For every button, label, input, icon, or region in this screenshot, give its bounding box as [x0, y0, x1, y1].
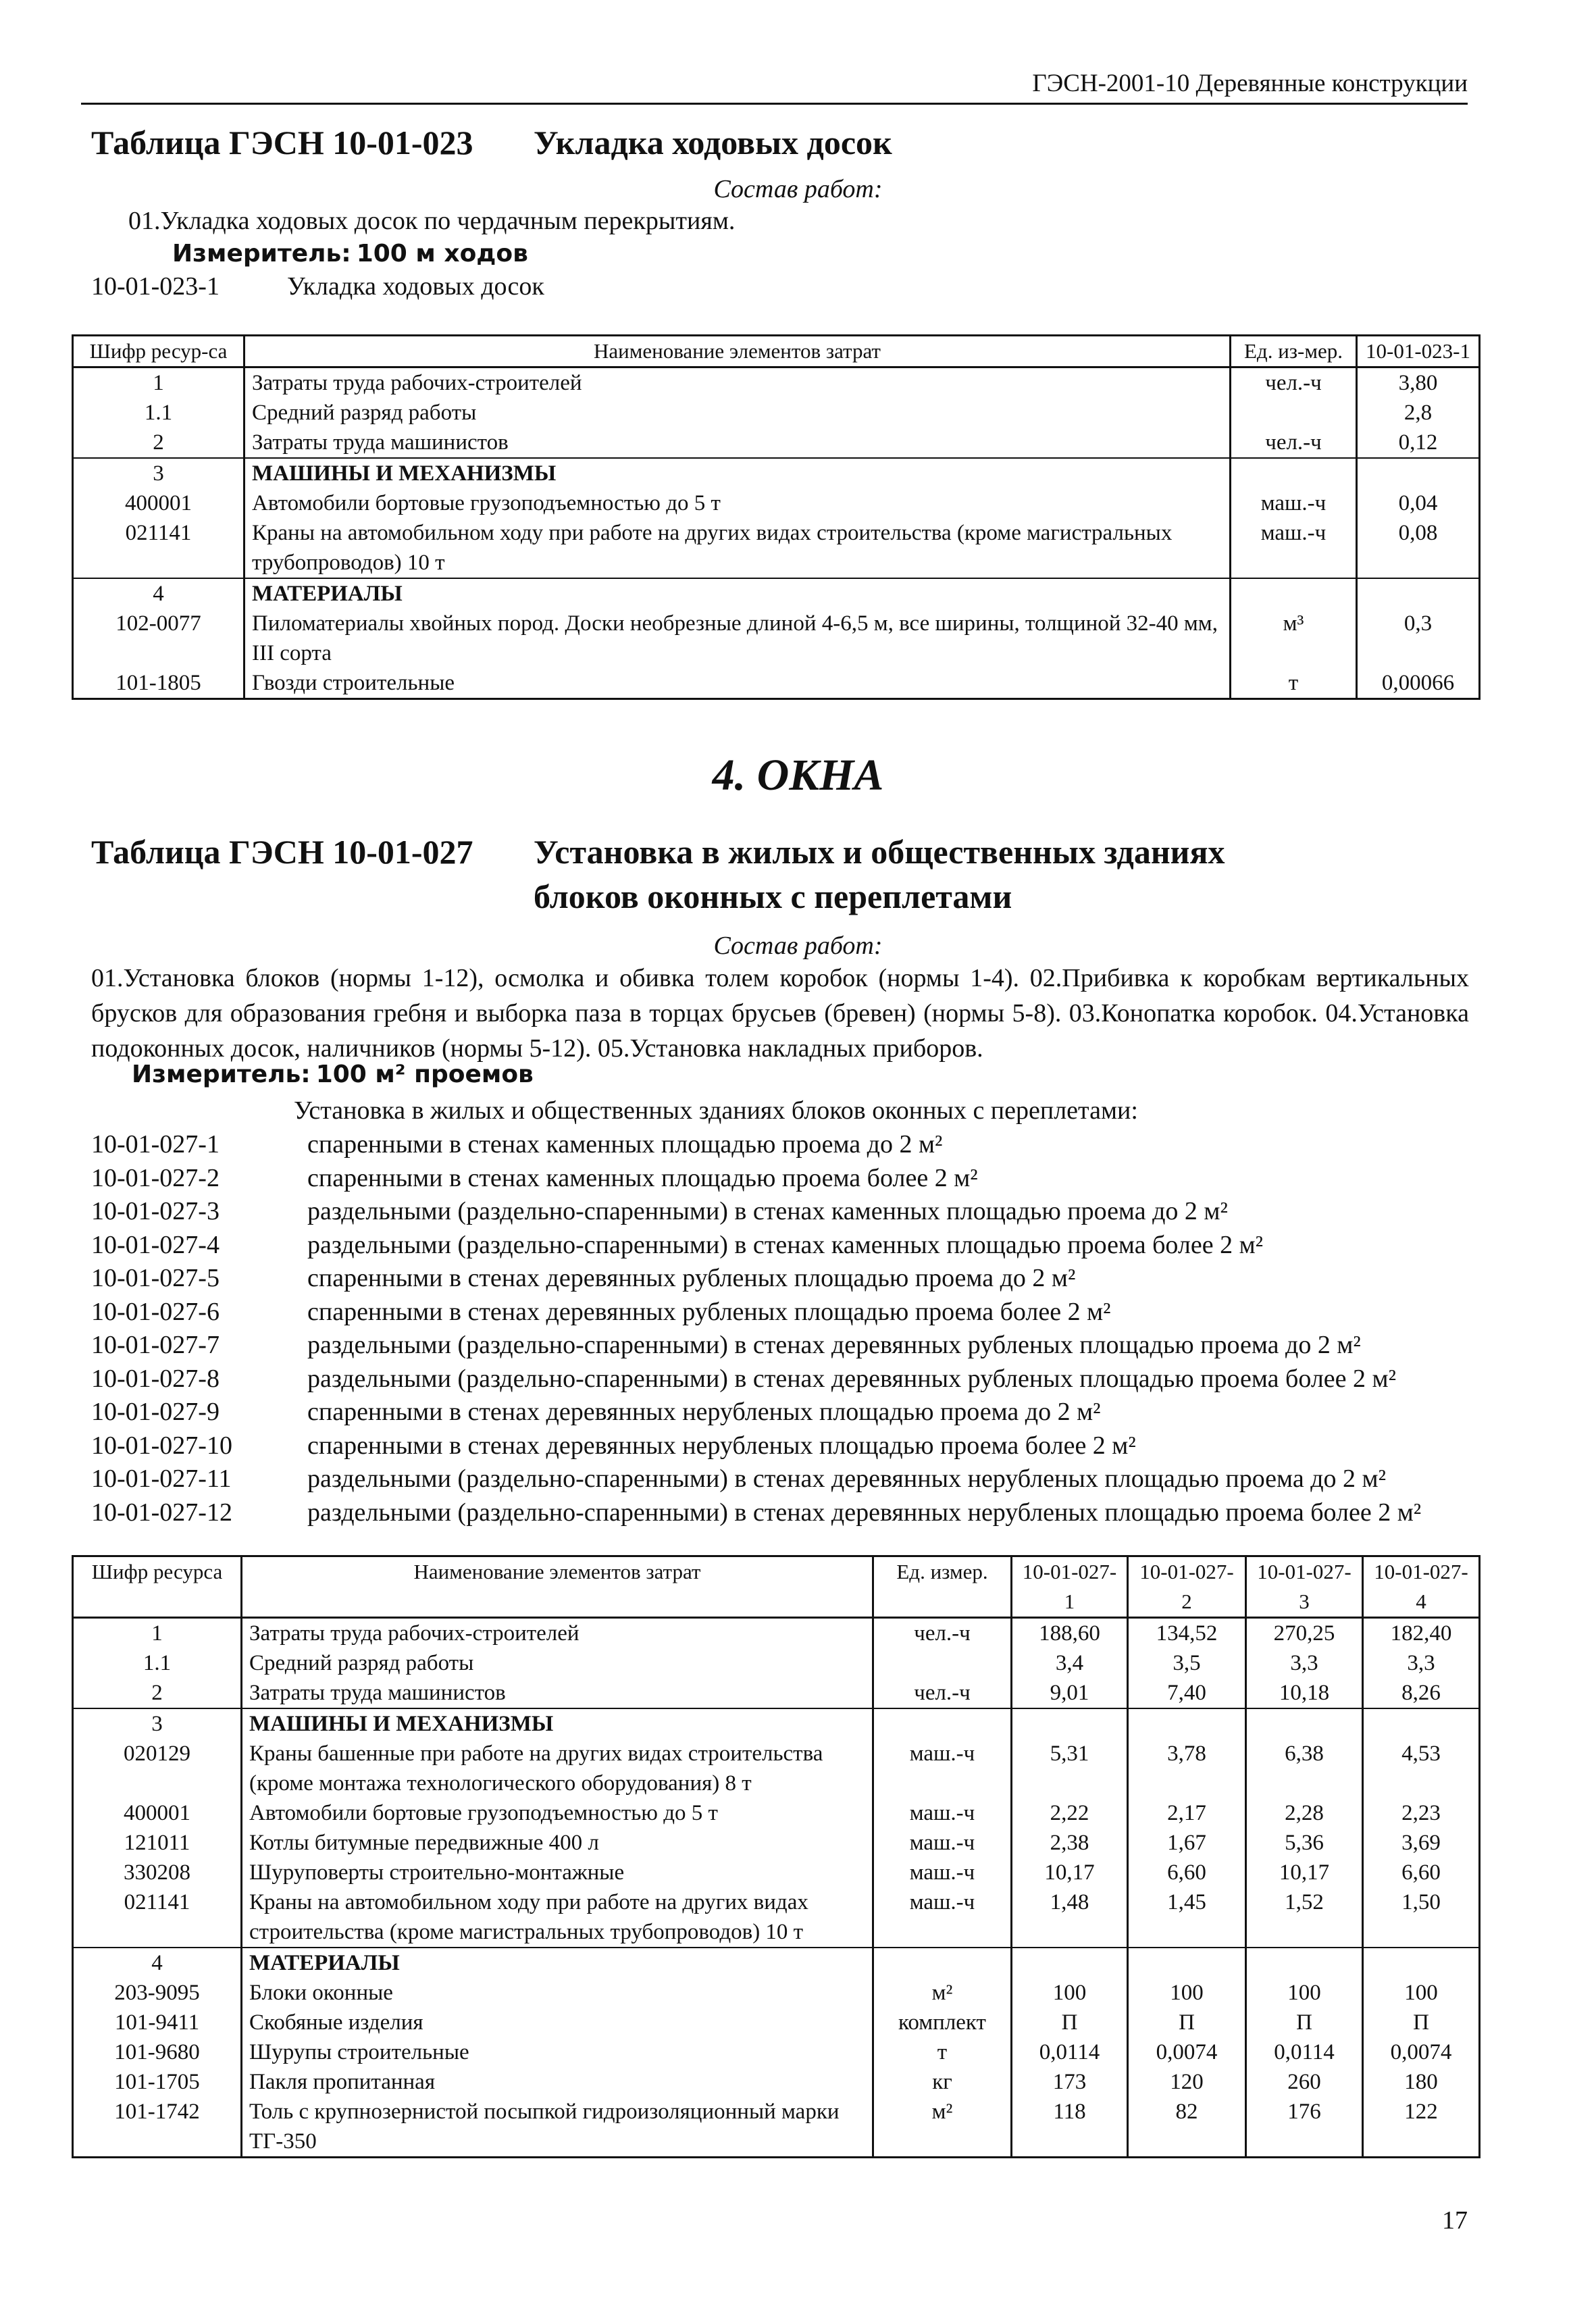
value-cell-norm-1: 2,38: [1012, 1828, 1128, 1858]
resource-code: 3: [73, 1708, 242, 1739]
table2-composition-text: 01.Установка блоков (нормы 1-12), осмолка и обивка толем коробок (нормы 1-4). 02.Прибивка к коробкам вертикальных брусков для образования гребня и выборка паза в торцах брусьев (бревен) (нормы 5-8). 03.Конопатка коробок. 04.Установка подоконных досок, наличников (нормы 5-12). 05.Установка накладных приборов.: [91, 964, 1469, 1063]
value-cell-norm-2: [1128, 1708, 1246, 1739]
table1-composition-text: 01.Укладка ходовых досок по чердачным перекрытиям.: [128, 207, 736, 235]
cost-element-name: Средний разряд работы: [244, 398, 1231, 428]
table-row: [73, 1618, 1480, 1649]
norm-code: 10-01-027-2: [91, 1163, 220, 1192]
resource-code: 021141: [73, 518, 244, 578]
value-cell-norm-4: 0,0074: [1363, 2037, 1480, 2067]
table2-title-line2: блоков оконных с переплетами: [534, 878, 1012, 915]
table-row: [73, 2037, 1480, 2067]
t2-col-name: Наименование элементов затрат: [242, 1556, 873, 1618]
cost-element-name: Затраты труда машинистов: [244, 428, 1231, 458]
value-cell-norm-1: 1,48: [1012, 1887, 1128, 1948]
table1-grid: [72, 334, 1481, 700]
cost-element-name: Краны на автомобильном ходу при работе на других видах строительства (кроме магистральных трубопроводов) 10 т: [244, 518, 1231, 578]
resource-code: 2: [73, 428, 244, 458]
value-cell-norm-3: 176: [1246, 2097, 1363, 2158]
table2-meter-value: 100 м² проемов: [315, 1061, 534, 1088]
value-cell-norm-4: 100: [1363, 1978, 1480, 2008]
value-cell-norm-3: 1,52: [1246, 1887, 1363, 1948]
value-cell-norm-2: 1,67: [1128, 1828, 1246, 1858]
cost-element-name: Скобяные изделия: [242, 2008, 873, 2037]
running-header: ГЭСН-2001-10 Деревянные конструкции: [1032, 70, 1468, 97]
resource-code: 101-9411: [73, 2008, 242, 2037]
value-cell-norm-1: 10,17: [1012, 1858, 1128, 1887]
unit-cell: кг: [873, 2067, 1012, 2097]
norm-code: 10-01-027-3: [91, 1197, 220, 1225]
norm-code: 10-01-027-11: [91, 1465, 232, 1493]
resource-code: 2: [73, 1678, 242, 1708]
cost-element-name: Затраты труда рабочих-строителей: [244, 367, 1231, 399]
resource-code: 021141: [73, 1887, 242, 1948]
norm-code: 10-01-027-6: [91, 1297, 220, 1326]
cost-element-name: Блоки оконные: [242, 1978, 873, 2008]
value-cell-norm-2: 100: [1128, 1978, 1246, 2008]
table-row: [73, 488, 1480, 518]
table1-meter-label: Измеритель:: [172, 240, 351, 268]
table2-meter-label: Измеритель:: [132, 1061, 311, 1088]
table-row: [73, 1678, 1480, 1708]
cost-element-name: МАТЕРИАЛЫ: [244, 578, 1231, 609]
norm-description: раздельными (раздельно-спаренными) в стенах каменных площадью проема до 2 м²: [307, 1197, 1228, 1225]
value-cell-norm-2: 7,40: [1128, 1678, 1246, 1708]
resource-code: 101-1805: [73, 668, 244, 699]
value-cell-norm-4: 122: [1363, 2097, 1480, 2158]
value-cell-norm-2: 3,78: [1128, 1739, 1246, 1798]
value-cell-norm-1: 2,22: [1012, 1798, 1128, 1828]
value-cell-norm-2: 6,60: [1128, 1858, 1246, 1887]
cost-element-name: МАШИНЫ И МЕХАНИЗМЫ: [242, 1708, 873, 1739]
value-cell: 0,00066: [1357, 668, 1480, 699]
unit-cell: м²: [873, 1978, 1012, 2008]
table-row: [73, 2097, 1480, 2158]
unit-cell: [1231, 578, 1357, 609]
resource-code: 1: [73, 1618, 242, 1649]
unit-cell: м²: [873, 2097, 1012, 2158]
norm-code: 10-01-027-7: [91, 1331, 220, 1359]
unit-cell: м³: [1231, 609, 1357, 668]
table1-title: Укладка ходовых досок: [534, 124, 892, 161]
resource-code: 4: [73, 1948, 242, 1978]
value-cell-norm-3: 10,17: [1246, 1858, 1363, 1887]
cost-element-name: Затраты труда рабочих-строителей: [242, 1618, 873, 1649]
value-cell-norm-2: П: [1128, 2008, 1246, 2037]
value-cell-norm-1: 100: [1012, 1978, 1128, 2008]
value-cell-norm-3: 2,28: [1246, 1798, 1363, 1828]
value-cell-norm-3: 270,25: [1246, 1618, 1363, 1649]
value-cell-norm-1: 0,0114: [1012, 2037, 1128, 2067]
resource-code: 1.1: [73, 398, 244, 428]
table-row: [73, 1739, 1480, 1798]
value-cell-norm-3: 100: [1246, 1978, 1363, 2008]
norm-description: раздельными (раздельно-спаренными) в стенах деревянных нерубленых площадью проема до 2 м²: [307, 1465, 1386, 1493]
table2-composition-label: Состав работ:: [713, 932, 883, 960]
unit-cell: маш.-ч: [873, 1858, 1012, 1887]
value-cell: 0,12: [1357, 428, 1480, 458]
table-row: [73, 518, 1480, 578]
table1-meter: [172, 240, 528, 268]
table-row: [73, 578, 1480, 609]
unit-cell: [873, 1948, 1012, 1978]
table-row: [73, 2067, 1480, 2097]
cost-element-name: Гвозди строительные: [244, 668, 1231, 699]
table1-composition-label: Состав работ:: [713, 175, 883, 203]
resource-code: 101-1742: [73, 2097, 242, 2158]
norm-description: спаренными в стенах каменных площадью проема до 2 м²: [307, 1130, 943, 1159]
value-cell-norm-4: 4,53: [1363, 1739, 1480, 1798]
value-cell-norm-3: 0,0114: [1246, 2037, 1363, 2067]
t2-col-norm-3: 10-01-027-3: [1246, 1556, 1363, 1618]
unit-cell: маш.-ч: [873, 1798, 1012, 1828]
value-cell-norm-2: 2,17: [1128, 1798, 1246, 1828]
value-cell-norm-1: 173: [1012, 2067, 1128, 2097]
cost-element-name: Пакля пропитанная: [242, 2067, 873, 2097]
unit-cell: [873, 1708, 1012, 1739]
value-cell: 0,08: [1357, 518, 1480, 578]
norm-description: спаренными в стенах каменных площадью проема более 2 м²: [307, 1163, 978, 1192]
value-cell-norm-2: [1128, 1948, 1246, 1978]
table1-norm-code: 10-01-023-1: [91, 272, 220, 301]
norm-description: раздельными (раздельно-спаренными) в стенах деревянных рубленых площадью проема до 2 м²: [307, 1331, 1361, 1359]
table-row: [73, 1648, 1480, 1678]
value-cell: 2,8: [1357, 398, 1480, 428]
norm-code: 10-01-027-12: [91, 1498, 232, 1527]
value-cell-norm-3: 6,38: [1246, 1739, 1363, 1798]
table1-norm-name: Укладка ходовых досок: [287, 272, 544, 301]
resource-code: 1: [73, 367, 244, 399]
unit-cell: [1231, 458, 1357, 488]
table-row: [73, 1708, 1480, 1739]
cost-element-name: Автомобили бортовые грузоподъемностью до 5 т: [244, 488, 1231, 518]
cost-element-name: Затраты труда машинистов: [242, 1678, 873, 1708]
value-cell-norm-4: 1,50: [1363, 1887, 1480, 1948]
unit-cell: маш.-ч: [873, 1739, 1012, 1798]
value-cell-norm-3: 260: [1246, 2067, 1363, 2097]
unit-cell: маш.-ч: [1231, 488, 1357, 518]
table-row: [73, 668, 1480, 699]
resource-code: 020129: [73, 1739, 242, 1798]
value-cell-norm-4: 182,40: [1363, 1618, 1480, 1649]
table-row: [73, 367, 1480, 399]
table1-label: Таблица ГЭСН 10-01-023: [91, 124, 473, 161]
table2-norms-intro: Установка в жилых и общественных зданиях блоков оконных с переплетами:: [294, 1096, 1138, 1125]
value-cell-norm-3: 5,36: [1246, 1828, 1363, 1858]
value-cell-norm-2: 0,0074: [1128, 2037, 1246, 2067]
unit-cell: комплект: [873, 2008, 1012, 2037]
value-cell-norm-3: 10,18: [1246, 1678, 1363, 1708]
resource-code: 121011: [73, 1828, 242, 1858]
value-cell-norm-4: [1363, 1708, 1480, 1739]
value-cell-norm-3: [1246, 1948, 1363, 1978]
table-row: [73, 428, 1480, 458]
table2-grid: [72, 1555, 1481, 2158]
norm-code: 10-01-027-8: [91, 1364, 220, 1393]
value-cell-norm-1: 5,31: [1012, 1739, 1128, 1798]
cost-element-name: МАШИНЫ И МЕХАНИЗМЫ: [244, 458, 1231, 488]
value-cell-norm-1: П: [1012, 2008, 1128, 2037]
t2-col-norm-1: 10-01-027-1: [1012, 1556, 1128, 1618]
t1-col-value: 10-01-023-1: [1357, 336, 1480, 367]
table2-title-line1: Установка в жилых и общественных зданиях: [534, 833, 1225, 871]
norm-description: раздельными (раздельно-спаренными) в стенах деревянных рубленых площадью проема более 2 м²: [307, 1364, 1396, 1393]
value-cell-norm-4: 8,26: [1363, 1678, 1480, 1708]
cost-element-name: Краны башенные при работе на других видах строительства (кроме монтажа технологического оборудования) 8 т: [242, 1739, 873, 1798]
table1-meter-value: 100 м ходов: [356, 240, 528, 268]
table-row: [73, 1798, 1480, 1828]
unit-cell: т: [873, 2037, 1012, 2067]
table-row: [73, 398, 1480, 428]
cost-element-name: Автомобили бортовые грузоподъемностью до 5 т: [242, 1798, 873, 1828]
value-cell-norm-2: 134,52: [1128, 1618, 1246, 1649]
unit-cell: чел.-ч: [873, 1678, 1012, 1708]
norm-description: спаренными в стенах деревянных нерубленых площадью проема более 2 м²: [307, 1431, 1136, 1460]
value-cell: 0,04: [1357, 488, 1480, 518]
t1-col-code: Шифр ресур-са: [73, 336, 244, 367]
value-cell-norm-4: 180: [1363, 2067, 1480, 2097]
resource-code: 101-9680: [73, 2037, 242, 2067]
unit-cell: чел.-ч: [873, 1618, 1012, 1649]
unit-cell: маш.-ч: [1231, 518, 1357, 578]
value-cell-norm-3: 3,3: [1246, 1648, 1363, 1678]
value-cell-norm-1: 188,60: [1012, 1618, 1128, 1649]
norm-description: спаренными в стенах деревянных нерубленых площадью проема до 2 м²: [307, 1398, 1101, 1426]
value-cell-norm-4: 3,3: [1363, 1648, 1480, 1678]
resource-code: 203-9095: [73, 1978, 242, 2008]
cost-element-name: Шуруповерты строительно-монтажные: [242, 1858, 873, 1887]
value-cell-norm-4: [1363, 1948, 1480, 1978]
resource-code: 102-0077: [73, 609, 244, 668]
table-row: [73, 1828, 1480, 1858]
value-cell-norm-2: 120: [1128, 2067, 1246, 2097]
unit-cell: [1231, 398, 1357, 428]
unit-cell: [873, 1648, 1012, 1678]
cost-element-name: Краны на автомобильном ходу при работе на других видах строительства (кроме магистральных трубопроводов) 10 т: [242, 1887, 873, 1948]
unit-cell: чел.-ч: [1231, 367, 1357, 399]
value-cell: [1357, 458, 1480, 488]
value-cell-norm-1: [1012, 1948, 1128, 1978]
value-cell-norm-1: 118: [1012, 2097, 1128, 2158]
cost-element-name: Котлы битумные передвижные 400 л: [242, 1828, 873, 1858]
norm-code: 10-01-027-5: [91, 1264, 220, 1292]
t1-col-unit: Ед. из-мер.: [1231, 336, 1357, 367]
t2-col-norm-2: 10-01-027-2: [1128, 1556, 1246, 1618]
value-cell-norm-2: 3,5: [1128, 1648, 1246, 1678]
t1-col-name: Наименование элементов затрат: [244, 336, 1231, 367]
unit-cell: маш.-ч: [873, 1828, 1012, 1858]
cost-element-name: Пиломатериалы хвойных пород. Доски необрезные длиной 4-6,5 м, все ширины, толщиной 32-40 мм, III сорта: [244, 609, 1231, 668]
value-cell-norm-3: П: [1246, 2008, 1363, 2037]
resource-code: 330208: [73, 1858, 242, 1887]
resource-code: 1.1: [73, 1648, 242, 1678]
table-row: [73, 458, 1480, 488]
unit-cell: т: [1231, 668, 1357, 699]
resource-code: 4: [73, 578, 244, 609]
table-row: [73, 1858, 1480, 1887]
table-row: [73, 1978, 1480, 2008]
cost-element-name: Шурупы строительные: [242, 2037, 873, 2067]
value-cell-norm-2: 1,45: [1128, 1887, 1246, 1948]
table2-meter: [132, 1061, 534, 1088]
resource-code: 400001: [73, 1798, 242, 1828]
value-cell: [1357, 578, 1480, 609]
value-cell: 0,3: [1357, 609, 1480, 668]
resource-code: 3: [73, 458, 244, 488]
norm-code: 10-01-027-10: [91, 1431, 232, 1460]
value-cell-norm-4: 3,69: [1363, 1828, 1480, 1858]
value-cell-norm-2: 82: [1128, 2097, 1246, 2158]
table-row: [73, 609, 1480, 668]
value-cell-norm-1: 9,01: [1012, 1678, 1128, 1708]
norm-description: спаренными в стенах деревянных рубленых площадью проема до 2 м²: [307, 1264, 1076, 1292]
norm-code: 10-01-027-4: [91, 1230, 220, 1259]
t2-col-unit: Ед. измер.: [873, 1556, 1012, 1618]
cost-element-name: Средний разряд работы: [242, 1648, 873, 1678]
norm-description: раздельными (раздельно-спаренными) в стенах каменных площадью проема более 2 м²: [307, 1230, 1264, 1259]
norm-code: 10-01-027-9: [91, 1398, 220, 1426]
norm-description: раздельными (раздельно-спаренными) в стенах деревянных нерубленых площадью проема более 2 м²: [307, 1498, 1422, 1527]
t2-col-norm-4: 10-01-027-4: [1363, 1556, 1480, 1618]
value-cell-norm-4: 2,23: [1363, 1798, 1480, 1828]
header-rule: [81, 103, 1468, 105]
norm-code: 10-01-027-1: [91, 1130, 220, 1159]
chapter-title: 4. ОКНА: [712, 751, 884, 800]
table-row: [73, 1887, 1480, 1948]
value-cell-norm-4: П: [1363, 2008, 1480, 2037]
value-cell: 3,80: [1357, 367, 1480, 399]
value-cell-norm-4: 6,60: [1363, 1858, 1480, 1887]
norm-description: спаренными в стенах деревянных рубленых площадью проема более 2 м²: [307, 1297, 1111, 1326]
resource-code: 400001: [73, 488, 244, 518]
unit-cell: чел.-ч: [1231, 428, 1357, 458]
value-cell-norm-3: [1246, 1708, 1363, 1739]
resource-code: 101-1705: [73, 2067, 242, 2097]
value-cell-norm-1: 3,4: [1012, 1648, 1128, 1678]
table-row: [73, 1948, 1480, 1978]
value-cell-norm-1: [1012, 1708, 1128, 1739]
t2-col-code: Шифр ресурса: [73, 1556, 242, 1618]
cost-element-name: Толь с крупнозернистой посыпкой гидроизоляционный марки ТГ-350: [242, 2097, 873, 2158]
cost-element-name: МАТЕРИАЛЫ: [242, 1948, 873, 1978]
unit-cell: маш.-ч: [873, 1887, 1012, 1948]
table2-label: Таблица ГЭСН 10-01-027: [91, 833, 473, 871]
table-row: [73, 2008, 1480, 2037]
page-number: 17: [1442, 2206, 1468, 2235]
